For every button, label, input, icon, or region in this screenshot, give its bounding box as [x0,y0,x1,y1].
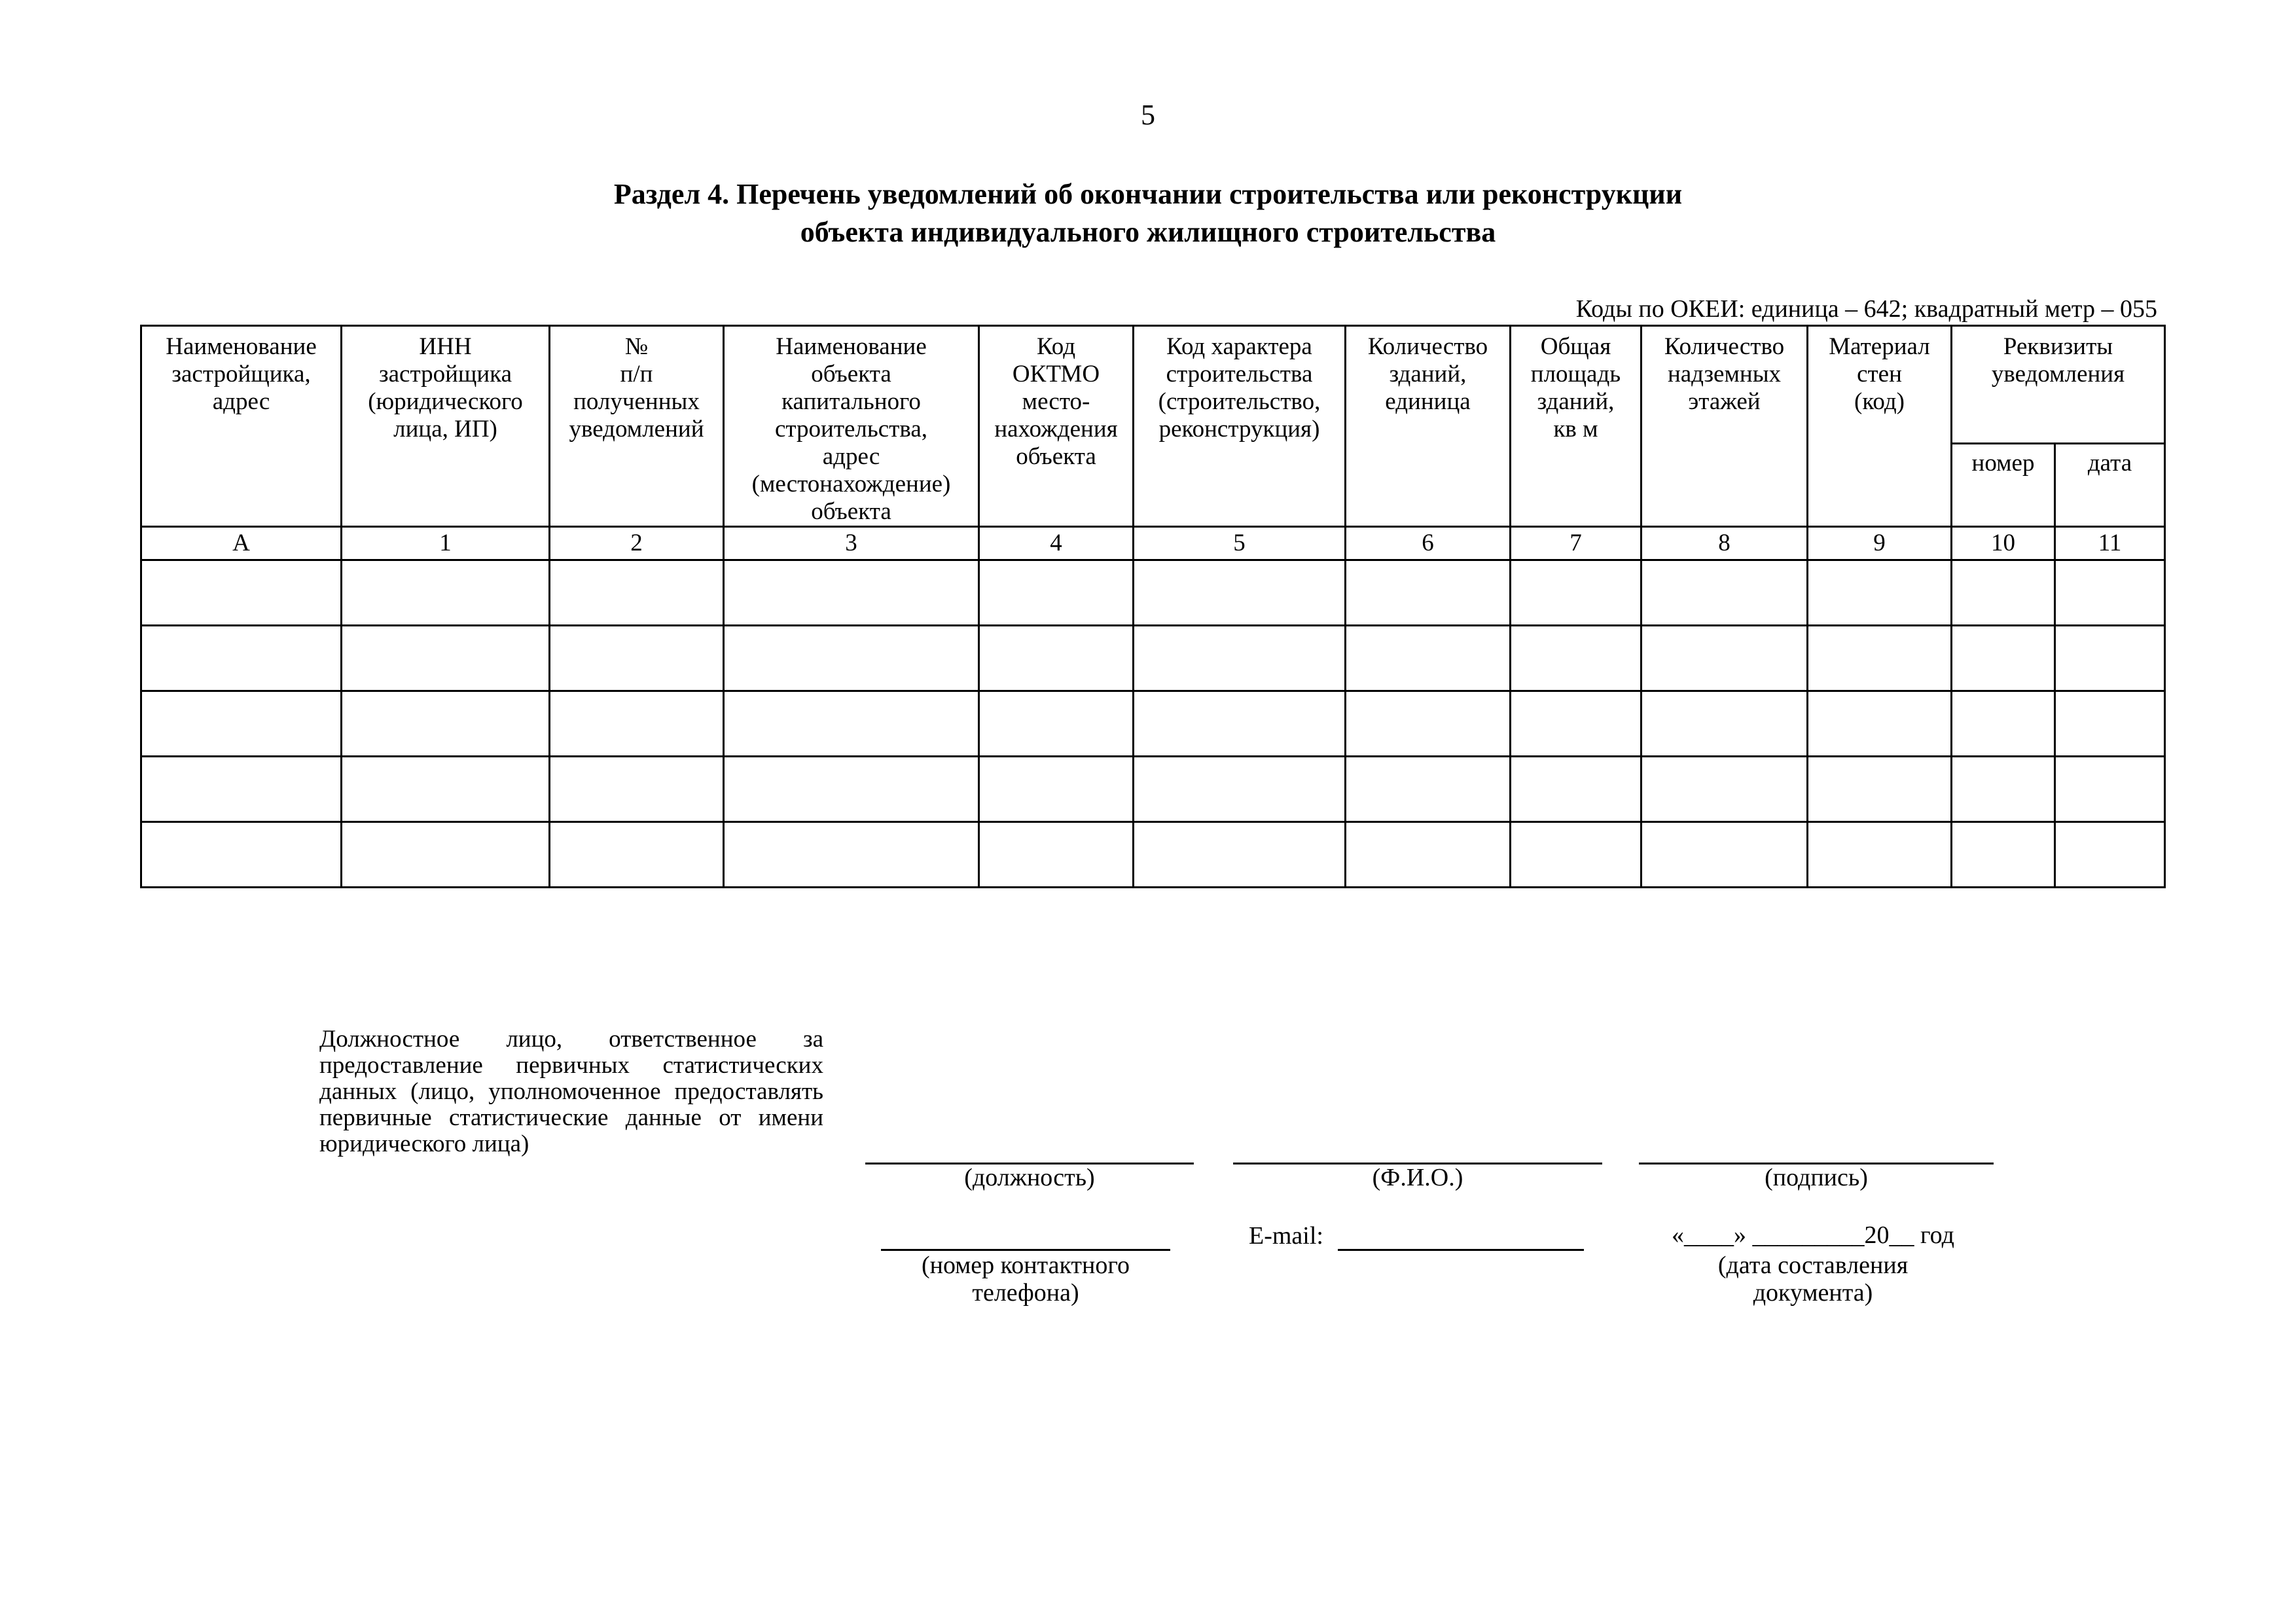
header-cell-line: Наименование [166,333,317,360]
header-cell-line: № [624,333,649,360]
table-cell[interactable] [550,626,724,691]
table-cell[interactable] [2055,757,2165,822]
phone-line[interactable] [881,1249,1170,1251]
column-number-cell: 5 [1134,527,1346,560]
table-cell[interactable] [2055,626,2165,691]
table-cell[interactable] [1641,757,1808,822]
table-cell[interactable] [1346,757,1511,822]
header-cell-line: (строительство, [1158,388,1321,415]
header-cell-10 [1808,326,1952,527]
header-cell-line: объекта [811,498,891,525]
section-title-line-1: Раздел 4. Перечень уведомлений об окончании строительства или реконструкции [613,178,1683,210]
header-cell-line: объекта [1016,443,1096,470]
header-cell-3 [550,326,724,527]
column-number-cell: А [141,527,342,560]
header-cell-line: лица, ИП) [393,416,497,442]
header-cell-line: строительства, [774,416,928,442]
header-cell-line: Общая [1540,333,1611,360]
email-label: E-mail: [1249,1222,1323,1250]
table-cell[interactable] [1808,560,1952,626]
header-cell-7 [1346,326,1511,527]
header-cell-line: (местонахождение) [751,471,951,497]
notifications-table [140,325,2166,888]
header-cell-1 [141,326,342,527]
group-header-line: уведомления [1991,361,2125,388]
table-cell[interactable] [979,757,1134,822]
header-cell-line: Код характера [1166,333,1312,360]
header-cell-line: п/п [620,361,653,388]
header-cell-line: адрес [822,443,880,470]
table-cell[interactable] [550,691,724,757]
table-cell[interactable] [1808,757,1952,822]
column-number-cell: 10 [1952,527,2055,560]
header-cell-line: уведомлений [569,416,704,442]
group-header-line: Реквизиты [2003,333,2113,360]
table-cell[interactable] [1641,822,1808,888]
header-cell-line: Количество [1664,333,1785,360]
table-cell[interactable] [342,626,550,691]
table-cell[interactable] [724,560,979,626]
section-title-line-2: объекта индивидуального жилищного строительства [800,216,1496,248]
table-cell[interactable] [141,626,342,691]
header-cell-line: Материал [1829,333,1930,360]
header-cell-line: ИНН [419,333,472,360]
header-cell-line: единица [1385,388,1471,415]
table-cell[interactable] [550,757,724,822]
column-number-cell: 2 [550,527,724,560]
header-cell-line: адрес [212,388,270,415]
header-cell-9 [1641,326,1808,527]
table-cell[interactable] [1641,626,1808,691]
header-cell-line: объекта [811,361,891,388]
table-cell[interactable] [979,626,1134,691]
table-cell[interactable] [1641,691,1808,757]
column-number-cell: 8 [1641,527,1808,560]
table-cell[interactable] [724,757,979,822]
table-cell[interactable] [342,757,550,822]
table-cell[interactable] [1952,626,2055,691]
header-cell-line: Количество [1367,333,1488,360]
header-cell-2 [342,326,550,527]
column-number-cell: 11 [2055,527,2165,560]
date-label-line-1: (дата составления [1717,1252,1909,1279]
header-cell-date: дата [2055,443,2165,527]
table-cell[interactable] [2055,560,2165,626]
header-cell-line: ОКТМО [1012,361,1100,388]
table-cell[interactable] [979,691,1134,757]
table-cell[interactable] [1952,822,2055,888]
phone-label [881,1252,1170,1307]
header-cell-8 [1511,326,1641,527]
table-cell[interactable] [342,822,550,888]
table-cell[interactable] [979,560,1134,626]
header-cell-6 [1134,326,1346,527]
header-cell-line: (код) [1854,388,1905,415]
okei-codes: Коды по ОКЕИ: единица – 642; квадратный метр – 055 [1575,295,2157,323]
header-cell-5 [979,326,1134,527]
table-cell[interactable] [1952,757,2055,822]
header-cell-line: нахождения [994,416,1118,442]
table-cell[interactable] [1511,757,1641,822]
column-number-cell: 9 [1808,527,1952,560]
responsible-person-text: Должностное лицо, ответственное за предоставление первичных статистических данных (лицо, уполномоченное предоставлять первичные статистические данные от имени юридического лица) [319,1026,823,1157]
name-label: (Ф.И.О.) [1372,1164,1463,1191]
header-cell-line: полученных [573,388,700,415]
column-number-cell: 1 [342,527,550,560]
table-cell[interactable] [1808,691,1952,757]
table-cell[interactable] [1346,822,1511,888]
column-number-cell: 3 [724,527,979,560]
header-cell-notification-details [1952,326,2165,444]
email-line[interactable] [1338,1249,1584,1251]
table-row [141,691,2165,757]
phone-label-line-1: (номер контактного [921,1252,1130,1279]
table-cell[interactable] [1511,691,1641,757]
header-cell-line: надземных [1667,361,1782,388]
position-label: (должность) [964,1164,1095,1191]
table-cell[interactable] [979,822,1134,888]
column-number-cell: 7 [1511,527,1641,560]
table-cell[interactable] [2055,822,2165,888]
column-number-cell: 6 [1346,527,1511,560]
table-cell[interactable] [141,757,342,822]
header-row [141,326,2165,444]
table-cell[interactable] [2055,691,2165,757]
table-row [141,560,2165,626]
table-cell[interactable] [342,560,550,626]
table-cell[interactable] [1134,822,1346,888]
column-numbers-row [141,527,2165,560]
header-cell-line: строительства [1166,361,1313,388]
date-label-line-2: документа) [1753,1279,1873,1307]
table-cell[interactable] [1134,560,1346,626]
column-number-cell: 4 [979,527,1134,560]
table-cell[interactable] [1952,691,2055,757]
table-cell[interactable] [1511,822,1641,888]
table-cell[interactable] [1511,626,1641,691]
page-number: 5 [1141,99,1155,131]
header-cell-line: зданий, [1537,388,1615,415]
table-cell[interactable] [141,691,342,757]
table-cell[interactable] [1134,757,1346,822]
table-row [141,822,2165,888]
table-cell[interactable] [724,822,979,888]
header-cell-line: капитального [781,388,921,415]
header-cell-line: кв м [1553,416,1598,442]
header-cell-line: реконструкция) [1158,416,1320,442]
header-cell-line: этажей [1688,388,1761,415]
header-cell-line: место- [1022,388,1090,415]
section-title [0,175,2296,251]
table-cell[interactable] [1511,560,1641,626]
header-cell-4 [724,326,979,527]
header-cell-number: номер [1952,443,2055,527]
table-cell[interactable] [141,560,342,626]
table-cell[interactable] [1346,626,1511,691]
table-cell[interactable] [550,560,724,626]
table-row [141,757,2165,822]
table-cell[interactable] [1134,691,1346,757]
signature-label: (подпись) [1765,1164,1868,1191]
header-cell-line: зданий, [1389,361,1467,388]
table-cell[interactable] [1808,822,1952,888]
table-cell[interactable] [550,822,724,888]
header-cell-line: стен [1857,361,1902,388]
table-cell[interactable] [1641,560,1808,626]
table-cell[interactable] [1808,626,1952,691]
header-cell-line: площадь [1530,361,1621,388]
header-cell-line: (юридического [368,388,523,415]
table-cell[interactable] [1952,560,2055,626]
header-cell-line: застройщика, [171,361,311,388]
table-cell[interactable] [141,822,342,888]
table-cell[interactable] [1346,691,1511,757]
table-cell[interactable] [724,691,979,757]
phone-label-line-2: телефона) [972,1279,1079,1307]
table-cell[interactable] [1134,626,1346,691]
header-cell-line: Код [1036,333,1076,360]
table-cell[interactable] [724,626,979,691]
header-cell-line: Наименование [776,333,927,360]
header-cell-line: застройщика [378,361,512,388]
date-field[interactable]: «____» _________20__ год [1672,1221,1954,1249]
table-cell[interactable] [1346,560,1511,626]
date-label [1636,1252,1990,1307]
table-row [141,626,2165,691]
table-cell[interactable] [342,691,550,757]
